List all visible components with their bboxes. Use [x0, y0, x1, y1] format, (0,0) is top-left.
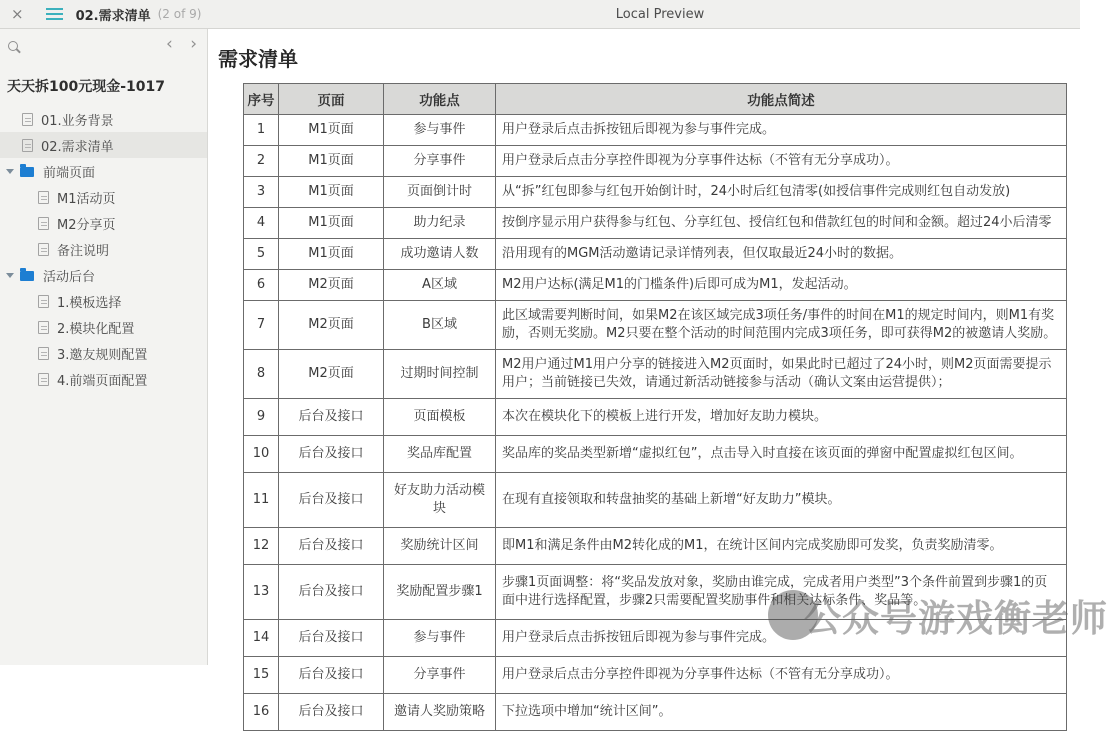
sidebar-item-label: M1活动页 [57, 191, 116, 207]
feature-cell: 参与事件 [384, 115, 496, 146]
table-row [244, 657, 1067, 694]
page-cell: 后台及接口 [279, 528, 384, 565]
description-cell: 沿用现有的MGM活动邀请记录详情列表，但仅取最近24小时的数据。 [496, 239, 1067, 270]
page-cell: M2页面 [279, 270, 384, 301]
description-cell: 即M1和满足条件由M2转化成的M1，在统计区间内完成奖励即可发奖，负责奖励清零。 [496, 528, 1067, 565]
column-header: 功能点简述 [496, 84, 1067, 115]
table-row [244, 436, 1067, 473]
sidebar-item-label: 备注说明 [57, 243, 110, 259]
hamburger-menu-icon[interactable] [46, 8, 63, 20]
feature-cell: 过期时间控制 [384, 350, 496, 399]
row-number-cell: 3 [244, 177, 279, 208]
description-cell: 在现有直接领取和转盘抽奖的基础上新增“好友助力”模块。 [496, 473, 1067, 528]
table-row [244, 528, 1067, 565]
row-number-cell: 4 [244, 208, 279, 239]
table-header-row [244, 84, 1067, 115]
row-number-cell: 2 [244, 146, 279, 177]
sidebar-item-label: 01.业务背景 [41, 113, 114, 129]
column-header: 序号 [244, 84, 279, 115]
watermark-text: 公众号游戏衡老师 [804, 597, 1108, 640]
requirements-table [243, 83, 1067, 731]
page-cell: 后台及接口 [279, 436, 384, 473]
notebook-title[interactable]: 天天拆100元现金-1017 [7, 79, 165, 95]
table-row [244, 620, 1067, 657]
row-number-cell: 11 [244, 473, 279, 528]
sidebar-item[interactable] [0, 236, 207, 262]
close-icon[interactable]: × [11, 4, 24, 23]
folder-icon [20, 167, 34, 177]
row-number-cell: 10 [244, 436, 279, 473]
description-cell: 步骤1页面调整：将“奖品发放对象，奖励由谁完成，完成者用户类型”3个条件前置到步骤1的页面中进行选择配置，步骤2只需要配置奖励事件和相关达标条件、奖品等。 [496, 565, 1067, 620]
table-row [244, 399, 1067, 436]
table-row [244, 239, 1067, 270]
table-row [244, 473, 1067, 528]
row-number-cell: 6 [244, 270, 279, 301]
description-cell: 本次在模块化下的模板上进行开发，增加好友助力模块。 [496, 399, 1067, 436]
tab-bar [0, 0, 1080, 29]
document-icon [38, 373, 49, 386]
sidebar-item[interactable] [0, 184, 207, 210]
sidebar-item[interactable] [0, 314, 207, 340]
page-cell: 后台及接口 [279, 565, 384, 620]
back-arrow-icon[interactable]: ‹ [165, 34, 173, 54]
feature-cell: 奖励统计区间 [384, 528, 496, 565]
sidebar-item[interactable] [0, 210, 207, 236]
document-icon [38, 295, 49, 308]
forward-arrow-icon[interactable]: › [190, 34, 197, 54]
sidebar-item-label: M2分享页 [57, 217, 116, 233]
feature-cell: 页面模板 [384, 399, 496, 436]
sidebar-header [0, 28, 207, 68]
sidebar-item-label: 3.邀友规则配置 [57, 347, 148, 363]
row-number-cell: 8 [244, 350, 279, 399]
search-icon[interactable] [8, 41, 18, 51]
row-number-cell: 12 [244, 528, 279, 565]
page-cell: 后台及接口 [279, 694, 384, 731]
row-number-cell: 14 [244, 620, 279, 657]
page-cell: 后台及接口 [279, 473, 384, 528]
feature-cell: 分享事件 [384, 146, 496, 177]
table-row [244, 270, 1067, 301]
sidebar-item[interactable] [0, 340, 207, 366]
page-cell: 后台及接口 [279, 657, 384, 694]
row-number-cell: 16 [244, 694, 279, 731]
sidebar-item-label: 4.前端页面配置 [57, 373, 148, 389]
document-icon [22, 113, 33, 126]
page-cell: 后台及接口 [279, 399, 384, 436]
sidebar-item[interactable] [0, 158, 207, 184]
nav-arrows [154, 34, 197, 54]
description-cell: M2用户通过M1用户分享的链接进入M2页面时，如果此时已超过了24小时，则M2页面需要提示用户；当前链接已失效，请通过新活动链接参与活动（确认文案由运营提供）； [496, 350, 1067, 399]
feature-cell: 助力纪录 [384, 208, 496, 239]
sidebar-item[interactable] [0, 288, 207, 314]
window-title: Local Preview [615, 6, 705, 22]
feature-cell: 好友助力活动模块 [384, 473, 496, 528]
description-cell: 按倒序显示用户获得参与红包、分享红包、授信红包和借款红包的时间和金额。超过24小后清零 [496, 208, 1067, 239]
document-icon [38, 191, 49, 204]
feature-cell: 奖品库配置 [384, 436, 496, 473]
document-icon [38, 321, 49, 334]
table-row [244, 301, 1067, 350]
row-number-cell: 9 [244, 399, 279, 436]
tab-title[interactable]: 02.需求清单 [75, 8, 151, 24]
sidebar-item[interactable] [0, 106, 207, 132]
feature-cell: 分享事件 [384, 657, 496, 694]
expander-triangle-icon[interactable] [6, 169, 14, 174]
description-cell: 用户登录后点击拆按钮后即视为参与事件完成。 [496, 115, 1067, 146]
description-cell: M2用户达标(满足M1的门槛条件)后即可成为M1，发起活动。 [496, 270, 1067, 301]
page-cell: M1页面 [279, 146, 384, 177]
row-number-cell: 7 [244, 301, 279, 350]
column-header: 页面 [279, 84, 384, 115]
description-cell: 此区域需要判断时间，如果M2在该区域完成3项任务/事件的时间在M1的规定时间内，则M1有奖励，否则无奖励。M2只要在整个活动的时间范围内完成3项任务，即可获得M2的被邀请人奖励。 [496, 301, 1067, 350]
table-row [244, 694, 1067, 731]
table-row [244, 208, 1067, 239]
preview-pane [208, 28, 1080, 719]
sidebar-tree [0, 106, 207, 392]
feature-cell: 参与事件 [384, 620, 496, 657]
sidebar [0, 28, 208, 665]
folder-icon [20, 271, 34, 281]
feature-cell: 页面倒计时 [384, 177, 496, 208]
row-number-cell: 5 [244, 239, 279, 270]
feature-cell: 邀请人奖励策略 [384, 694, 496, 731]
page-cell: M2页面 [279, 301, 384, 350]
expander-triangle-icon[interactable] [6, 273, 14, 278]
document-icon [38, 243, 49, 256]
feature-cell: A区域 [384, 270, 496, 301]
document-icon [38, 347, 49, 360]
page-cell: M1页面 [279, 208, 384, 239]
row-number-cell: 15 [244, 657, 279, 694]
page-cell: M1页面 [279, 177, 384, 208]
table-row [244, 177, 1067, 208]
page-cell: M1页面 [279, 115, 384, 146]
table-row [244, 565, 1067, 620]
feature-cell: 成功邀请人数 [384, 239, 496, 270]
description-cell: 用户登录后点击分享控件即视为分享事件达标（不管有无分享成功）。 [496, 146, 1067, 177]
page-title: 需求清单 [218, 47, 298, 71]
description-cell: 用户登录后点击分享控件即视为分享事件达标（不管有无分享成功）。 [496, 657, 1067, 694]
document-icon [38, 217, 49, 230]
description-cell: 从“拆”红包即参与红包开始倒计时，24小时后红包清零(如授信事件完成则红包自动发放) [496, 177, 1067, 208]
page-cell: 后台及接口 [279, 620, 384, 657]
sidebar-item[interactable] [0, 262, 207, 288]
column-header: 功能点 [384, 84, 496, 115]
row-number-cell: 13 [244, 565, 279, 620]
feature-cell: 奖励配置步骤1 [384, 565, 496, 620]
sidebar-item[interactable] [0, 132, 207, 158]
sidebar-item-label: 02.需求清单 [41, 139, 114, 155]
page-cell: M2页面 [279, 350, 384, 399]
tab-count: (2 of 9) [157, 7, 202, 21]
description-cell: 下拉选项中增加“统计区间”。 [496, 694, 1067, 731]
table-row [244, 350, 1067, 399]
table-row [244, 115, 1067, 146]
sidebar-item[interactable] [0, 366, 207, 392]
table-row [244, 146, 1067, 177]
sidebar-item-label: 活动后台 [43, 269, 96, 285]
row-number-cell: 1 [244, 115, 279, 146]
document-icon [22, 139, 33, 152]
feature-cell: B区域 [384, 301, 496, 350]
description-cell: 奖品库的奖品类型新增“虚拟红包”，点击导入时直接在该页面的弹窗中配置虚拟红包区间。 [496, 436, 1067, 473]
sidebar-item-label: 前端页面 [43, 165, 96, 181]
page-cell: M1页面 [279, 239, 384, 270]
sidebar-item-label: 2.模块化配置 [57, 321, 135, 337]
sidebar-item-label: 1.模板选择 [57, 295, 122, 311]
description-cell: 用户登录后点击拆按钮后即视为参与事件完成。 [496, 620, 1067, 657]
